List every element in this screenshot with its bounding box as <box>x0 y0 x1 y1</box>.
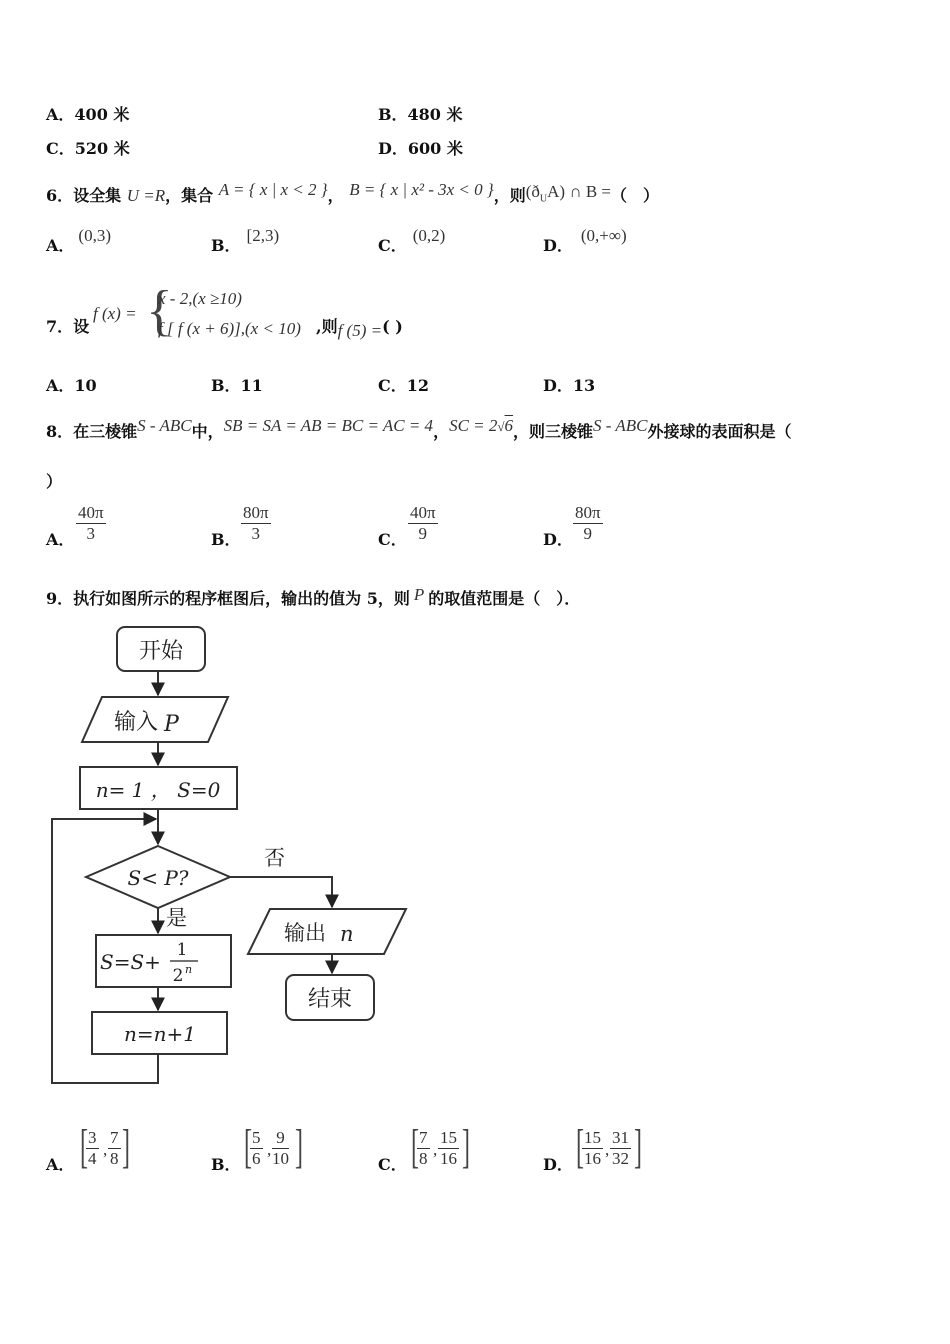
q9-p: P <box>413 585 425 604</box>
flow-start-label: 开始 <box>138 639 184 664</box>
flow-input-label: 输入 <box>114 710 159 735</box>
q8-option-b-fraction: $\frac{80\pi}{3}$ <box>243 503 269 543</box>
flow-output-var: n <box>340 922 354 946</box>
q6-set-a: A = { x | x < 2 } <box>218 180 328 199</box>
q7-stem-left: 7．设 <box>46 317 90 336</box>
flow-increment-label: n=n+1 <box>123 1022 197 1046</box>
q9-option-c-frac-2: $\frac{15}{16}$ <box>440 1128 457 1168</box>
q6-set-b: B = { x | x² - 3x < 0 } <box>349 180 494 199</box>
q7-case-2: f [ f (x + 6)],(x < 10) <box>158 319 301 338</box>
q9-option-b-frac-1: $\frac{5}{6}$ <box>252 1128 261 1168</box>
q7-option-d[interactable]: D．13 <box>543 376 596 395</box>
q6-option-b[interactable]: B．[2,3) <box>211 226 280 255</box>
q9-option-c-frac-1: $\frac{7}{8}$ <box>419 1128 428 1168</box>
q7-number: 7． <box>46 317 74 336</box>
flow-frac-num: 1 <box>176 940 188 960</box>
q8-option-b[interactable]: B． <box>211 530 241 549</box>
q6-option-a[interactable]: A．(0,3) <box>46 226 111 255</box>
q5-option-b[interactable]: B．480 米 <box>378 105 463 124</box>
flow-init-label: n= 1 ， S=0 <box>95 778 221 802</box>
q9-flowchart <box>40 615 420 1095</box>
flow-frac-den: 2 <box>172 966 184 986</box>
q5-option-d[interactable]: D．600 米 <box>378 139 463 158</box>
q6-expression: $(ð_UA)$ ∩ B = <box>525 182 612 205</box>
q6-option-c[interactable]: C．(0,2) <box>378 226 446 255</box>
q9-option-d-frac-1: $\frac{15}{16}$ <box>584 1128 601 1168</box>
q9-option-a-frac-1: $\frac{3}{4}$ <box>88 1128 97 1168</box>
q9-option-b[interactable]: B． <box>211 1155 241 1174</box>
q7-brace: { <box>146 280 173 342</box>
sqrt-icon: √ <box>497 419 505 434</box>
q6-stem: 6．设全集 U =R，集合 A = { x | x < 2 }， B = { x | x² - 3x < 0 }，则$(ð_UA)$ ∩ B =（ ） <box>46 180 660 205</box>
flow-no-label: 否 <box>264 846 285 870</box>
q8-number: 8． <box>46 422 74 441</box>
q6-option-d[interactable]: D．(0,+∞) <box>543 226 627 255</box>
q7-option-b[interactable]: B．11 <box>211 376 263 395</box>
flow-yes-label: 是 <box>166 906 187 930</box>
flow-input-var: P <box>164 712 179 737</box>
flow-condition-label: S< P? <box>127 866 189 890</box>
q8-option-a[interactable]: A． <box>46 530 75 549</box>
q8-option-c-fraction: $\frac{40\pi}{9}$ <box>410 503 436 543</box>
q9-option-a-frac-2: $\frac{7}{8}$ <box>110 1128 119 1168</box>
q8-stem: 8．在三棱锥S - ABC中，SB = SA = AB = BC = AC = 4，SC = 2√6，则三棱锥S - ABC外接球的表面积是（ <box>46 416 792 441</box>
flow-output-label: 输出 <box>284 921 326 945</box>
q7-stem-right: ,则f (5) =( ) <box>316 317 403 340</box>
flow-output-box <box>248 909 406 954</box>
q9-option-c[interactable]: C． <box>378 1155 407 1174</box>
q8-option-d[interactable]: D． <box>543 530 573 549</box>
q7-f5: f (5) = <box>337 321 383 340</box>
q8-option-c[interactable]: C． <box>378 530 407 549</box>
flow-frac-exp: n <box>185 963 193 976</box>
q9-option-a[interactable]: A． <box>46 1155 75 1174</box>
q9-stem: 9．执行如图所示的程序框图后，输出的值为 5，则 P 的取值范围是（ ）． <box>46 585 581 608</box>
q8-pyramid-2: S - ABC <box>593 416 648 435</box>
q8-option-a-fraction: $\frac{40\pi}{3}$ <box>78 503 104 543</box>
q5-option-a[interactable]: A．400 米 <box>46 105 130 124</box>
q9-option-d-frac-2: $\frac{31}{32}$ <box>612 1128 629 1168</box>
q7-case-1: x - 2,(x ≥10) <box>158 289 242 308</box>
q9-option-d[interactable]: D． <box>543 1155 573 1174</box>
q8-stem-end: ） <box>46 472 63 491</box>
page: A．400 米 B．480 米 C．520 米 D．600 米 6．设全集 U =R，集合 A = { x | x < 2 }， B = { x | x² - 3x < 0 }，则$(ð_UA)$ ∩ B =（ ） A．(0,3) B．[2,3) C．(0,2) D．(0,+∞) 7．设 f (x) = { x - 2,(x ≥10) f [ f (x + 6)],(x < 10) ,则f (5) =( ) A．10 B．11 C．12 D．13 8．在三棱锥S - ABC中，SB = SA = AB = BC = AC = 4，SC = 2√6，则三棱锥S - ABC外接球的表面积是（ ） A． $\frac{40\pi}{3}$ B． $\frac{80\pi}{3}$ C． $\frac{40\pi}{9}$ D． $\frac{80\pi}{9}$ 9．执行如图所示的程序框图后，输出的值为 5，则 P 的取值范围是（ ）． 开始 输入 P n= 1 ， S=0 S< P? 否 是 S=S+ 1 2 n n=n+1 输出 n 结束 A． [ $\frac{3}{4}$ , $\frac{7}{8}$ ] B． [ $\frac{5}{6}$ , $\frac{9}{10}$ ] C． [ $\frac{7}{8}$ , $\frac{15}{16}$ ] D． [ $\frac{15}{16}$ , $\frac{31}{32}$ ] <box>0 0 950 1344</box>
q7-option-c[interactable]: C．12 <box>378 376 430 395</box>
flow-assign-label: S=S+ <box>100 950 161 974</box>
flow-end-label: 结束 <box>307 987 353 1012</box>
q8-option-d-fraction: $\frac{80\pi}{9}$ <box>575 503 601 543</box>
q9-option-b-frac-2: $\frac{9}{10}$ <box>272 1128 289 1168</box>
q6-number: 6． <box>46 186 74 205</box>
q8-sc-length: SC = 2√6 <box>449 416 514 435</box>
q8-equal-edges: SB = SA = AB = BC = AC = 4 <box>223 416 434 435</box>
q7-option-a[interactable]: A．10 <box>46 376 97 395</box>
q6-universal-set: U =R <box>126 186 166 205</box>
q5-option-c[interactable]: C．520 米 <box>46 139 130 158</box>
q9-number: 9． <box>46 589 74 608</box>
q8-pyramid: S - ABC <box>137 416 192 435</box>
q7-function: f (x) = <box>93 304 137 323</box>
